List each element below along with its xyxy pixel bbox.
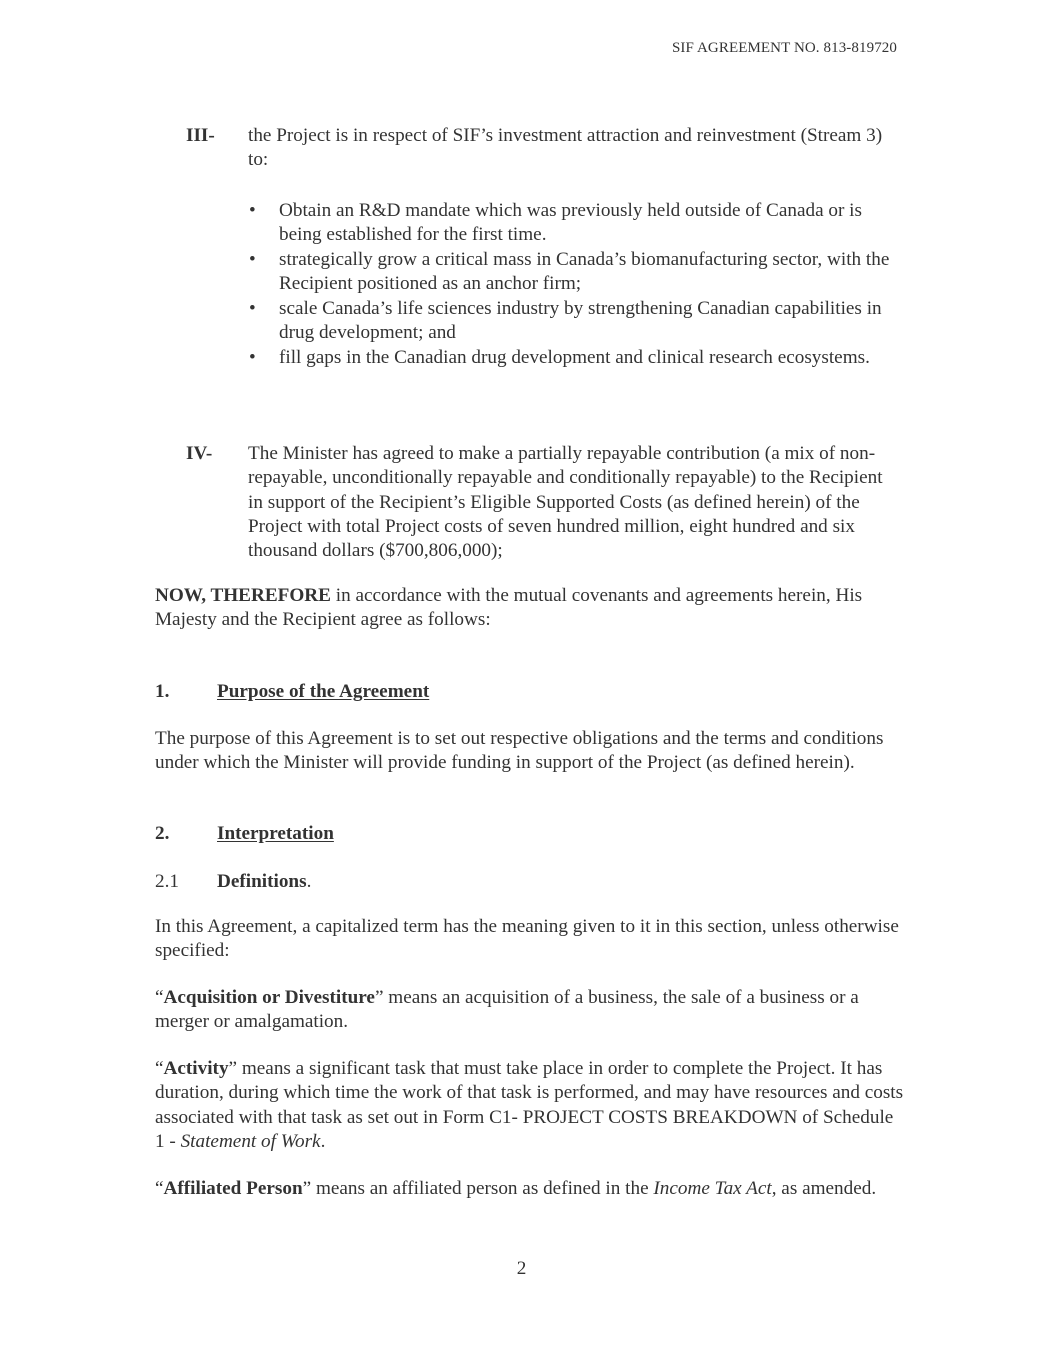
subsection-2-1-title: Definitions xyxy=(217,871,307,892)
now-therefore-text: in accordance with the mutual covenants and agreements herein, His Majesty and the Recipient agree as follows: xyxy=(155,585,863,631)
recital-iv-text: The Minister has agreed to make a partially repayable contribution (a mix of non-repayable, unconditionally repayable and conditionally repayable) to the Recipient in support of the Recipient’s Eligible Supported Costs (as defined herein) of the Project with total Project costs of seven hundred million, eight hundred and six thousand dollars ($700,806,000); xyxy=(248,443,883,562)
definition-term: Acquisition or Divestiture xyxy=(163,987,375,1008)
bullet-dot: • xyxy=(249,298,256,319)
subsection-2-1-heading xyxy=(217,870,311,894)
section-2-number: 2. xyxy=(155,823,170,844)
bullet-item: strategically grow a critical mass in Canada’s biomanufacturing sector, with the Recipient positioned as an anchor firm; xyxy=(279,249,890,295)
recital-iv-numeral: IV- xyxy=(186,443,213,464)
now-therefore-paragraph xyxy=(155,584,905,633)
bullet-dot: • xyxy=(249,249,256,270)
bullet-item: fill gaps in the Canadian drug development and clinical research ecosystems. xyxy=(279,347,870,368)
subsection-2-1-title-end: . xyxy=(306,871,312,892)
definition-text: ” means a significant task that must take place in order to complete the Project. It has duration, during which time the work of that task is performed, and may have resources and costs associated with that task as set out in Form C1- PROJECT COSTS BREAKDOWN of Schedule 1 - xyxy=(155,1058,904,1152)
definition-italic: Statement of Work xyxy=(180,1130,321,1152)
open-quote: “ xyxy=(155,987,164,1008)
agreement-number-header: SIF AGREEMENT NO. 813-819720 xyxy=(671,40,897,56)
recital-iii-numeral: III- xyxy=(186,125,215,146)
definition-text: ” means an affiliated person as defined in the xyxy=(302,1178,654,1199)
page-number: 2 xyxy=(516,1258,527,1279)
section-1-text: The purpose of this Agreement is to set out respective obligations and the terms and conditions under which the Minister will provide funding in support of the Project (as defined herein). xyxy=(155,728,884,774)
now-therefore-lead: NOW, THEREFORE xyxy=(155,585,331,606)
bullet-item: scale Canada’s life sciences industry by strengthening Canadian capabilities in drug development; and xyxy=(279,298,882,344)
definition-term: Affiliated Person xyxy=(163,1178,303,1199)
section-1-title: Purpose of the Agreement xyxy=(217,681,430,702)
subsection-2-1-number: 2.1 xyxy=(155,871,179,892)
definition-text: ” means an acquisition of a business, the sale of a business or a merger or amalgamation. xyxy=(155,987,859,1033)
bullet-dot: • xyxy=(249,347,256,368)
definition-end: . xyxy=(320,1130,326,1152)
open-quote: “ xyxy=(155,1178,164,1199)
section-1-number: 1. xyxy=(155,681,170,702)
definition-term: Activity xyxy=(163,1058,229,1079)
definitions-intro: In this Agreement, a capitalized term has the meaning given to it in this section, unless otherwise specified: xyxy=(155,916,899,962)
definition-activity xyxy=(155,1057,905,1154)
definition-italic: Income Tax Act xyxy=(653,1178,772,1199)
bullet-dot: • xyxy=(249,200,256,221)
bullet-item: Obtain an R&D mandate which was previously held outside of Canada or is being established for the first time. xyxy=(279,200,862,246)
recital-iii-text: the Project is in respect of SIF’s investment attraction and reinvestment (Stream 3) to: xyxy=(248,125,883,171)
definition-affiliated-person xyxy=(155,1177,905,1201)
definition-acquisition xyxy=(155,986,905,1035)
open-quote: “ xyxy=(155,1058,164,1079)
section-2-title: Interpretation xyxy=(217,823,334,844)
definition-end: , as amended. xyxy=(771,1178,877,1199)
